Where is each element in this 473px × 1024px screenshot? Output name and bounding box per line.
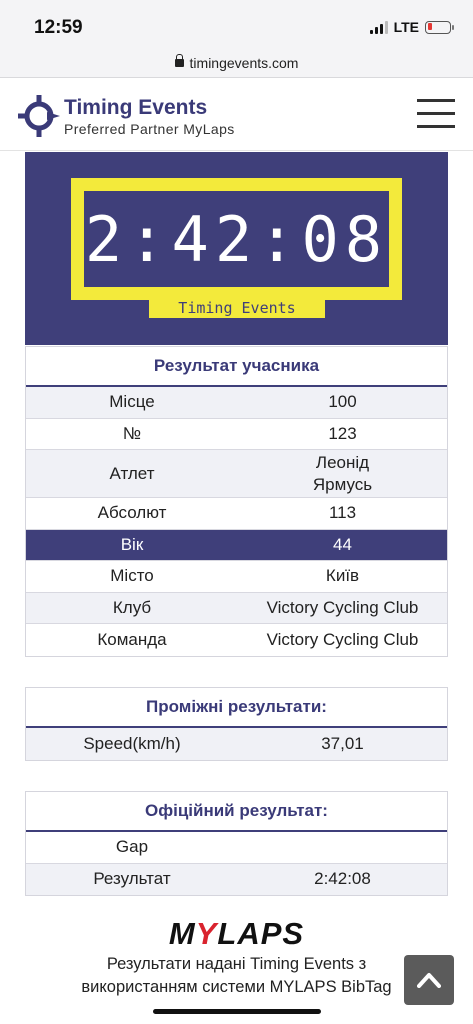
table-row — [26, 624, 447, 656]
table-row-highlighted — [26, 530, 447, 562]
chevron-up-icon — [417, 972, 441, 988]
table-row — [26, 387, 447, 419]
url-text: timingevents.com — [189, 54, 299, 71]
footer-credit-line: використанням системи MYLAPS BibTag — [81, 978, 392, 996]
official-result-table — [25, 791, 448, 896]
row-label: Результат — [93, 869, 171, 889]
row-value: Victory Cycling Club — [266, 597, 419, 617]
digital-clock-frame — [71, 178, 402, 300]
table-row — [26, 450, 447, 498]
participant-result-table — [25, 346, 448, 657]
table-row — [26, 419, 447, 451]
lock-icon — [175, 58, 184, 69]
row-value: 113 — [328, 503, 357, 523]
address-bar[interactable] — [0, 48, 473, 78]
finish-time-display: 2:42:08 — [84, 202, 389, 276]
crosshair-logo-icon[interactable] — [18, 95, 60, 137]
row-label: № — [122, 423, 142, 443]
table-row — [26, 728, 447, 760]
brand-title[interactable]: Timing Events — [64, 96, 208, 119]
brand-subtitle: Preferred Partner MyLaps — [64, 121, 235, 137]
logo-part: M — [168, 916, 196, 951]
logo-accent: Y — [195, 916, 218, 951]
intermediate-results-table — [25, 687, 448, 761]
table-row — [26, 561, 447, 593]
row-value: Victory Cycling Club — [266, 629, 419, 649]
battery-level — [428, 23, 432, 30]
official-result-title: Офіційний результат: — [26, 792, 447, 832]
clock-label-tab — [149, 297, 325, 318]
status-bar — [0, 0, 473, 48]
row-value: 2:42:08 — [314, 869, 371, 889]
status-indicators — [370, 19, 451, 35]
row-label: Атлет — [109, 463, 155, 483]
home-indicator[interactable] — [153, 1009, 321, 1014]
row-value: 123 — [328, 423, 357, 443]
row-label: Команда — [97, 629, 167, 649]
row-label: Місце — [109, 392, 155, 412]
network-label: LTE — [393, 19, 419, 35]
scroll-to-top-button[interactable] — [404, 955, 454, 1005]
hamburger-menu-icon[interactable] — [417, 99, 455, 129]
mylaps-logo[interactable] — [0, 916, 473, 952]
row-label: Gap — [115, 837, 149, 857]
signal-icon — [370, 21, 388, 34]
clock-label: Timing Events — [178, 298, 296, 317]
row-value: 100 — [328, 392, 357, 412]
athlete-name: Леонід Ярмусь — [312, 452, 373, 494]
footer-credit — [0, 953, 473, 999]
table-row — [26, 832, 447, 864]
intermediate-results-title: Проміжні результати: — [26, 688, 447, 728]
row-label: Клуб — [112, 597, 152, 617]
table-row — [26, 593, 447, 625]
battery-icon — [425, 21, 451, 34]
status-time: 12:59 — [34, 17, 83, 38]
row-label: Місто — [110, 566, 154, 586]
row-label: Speed(km/h) — [83, 733, 181, 753]
row-value: 44 — [333, 534, 352, 554]
site-header — [0, 79, 473, 151]
row-label: Вік — [120, 534, 144, 554]
row-value: Київ — [325, 566, 360, 586]
footer-credit-line: Результати надані Timing Events з — [106, 955, 367, 973]
row-label: Абсолют — [97, 503, 167, 523]
logo-part: LAPS — [217, 916, 305, 951]
table-row — [26, 864, 447, 896]
participant-result-title: Результат учасника — [26, 347, 447, 387]
finish-time-banner — [25, 152, 448, 345]
table-row — [26, 498, 447, 530]
row-value: 37,01 — [321, 733, 364, 753]
